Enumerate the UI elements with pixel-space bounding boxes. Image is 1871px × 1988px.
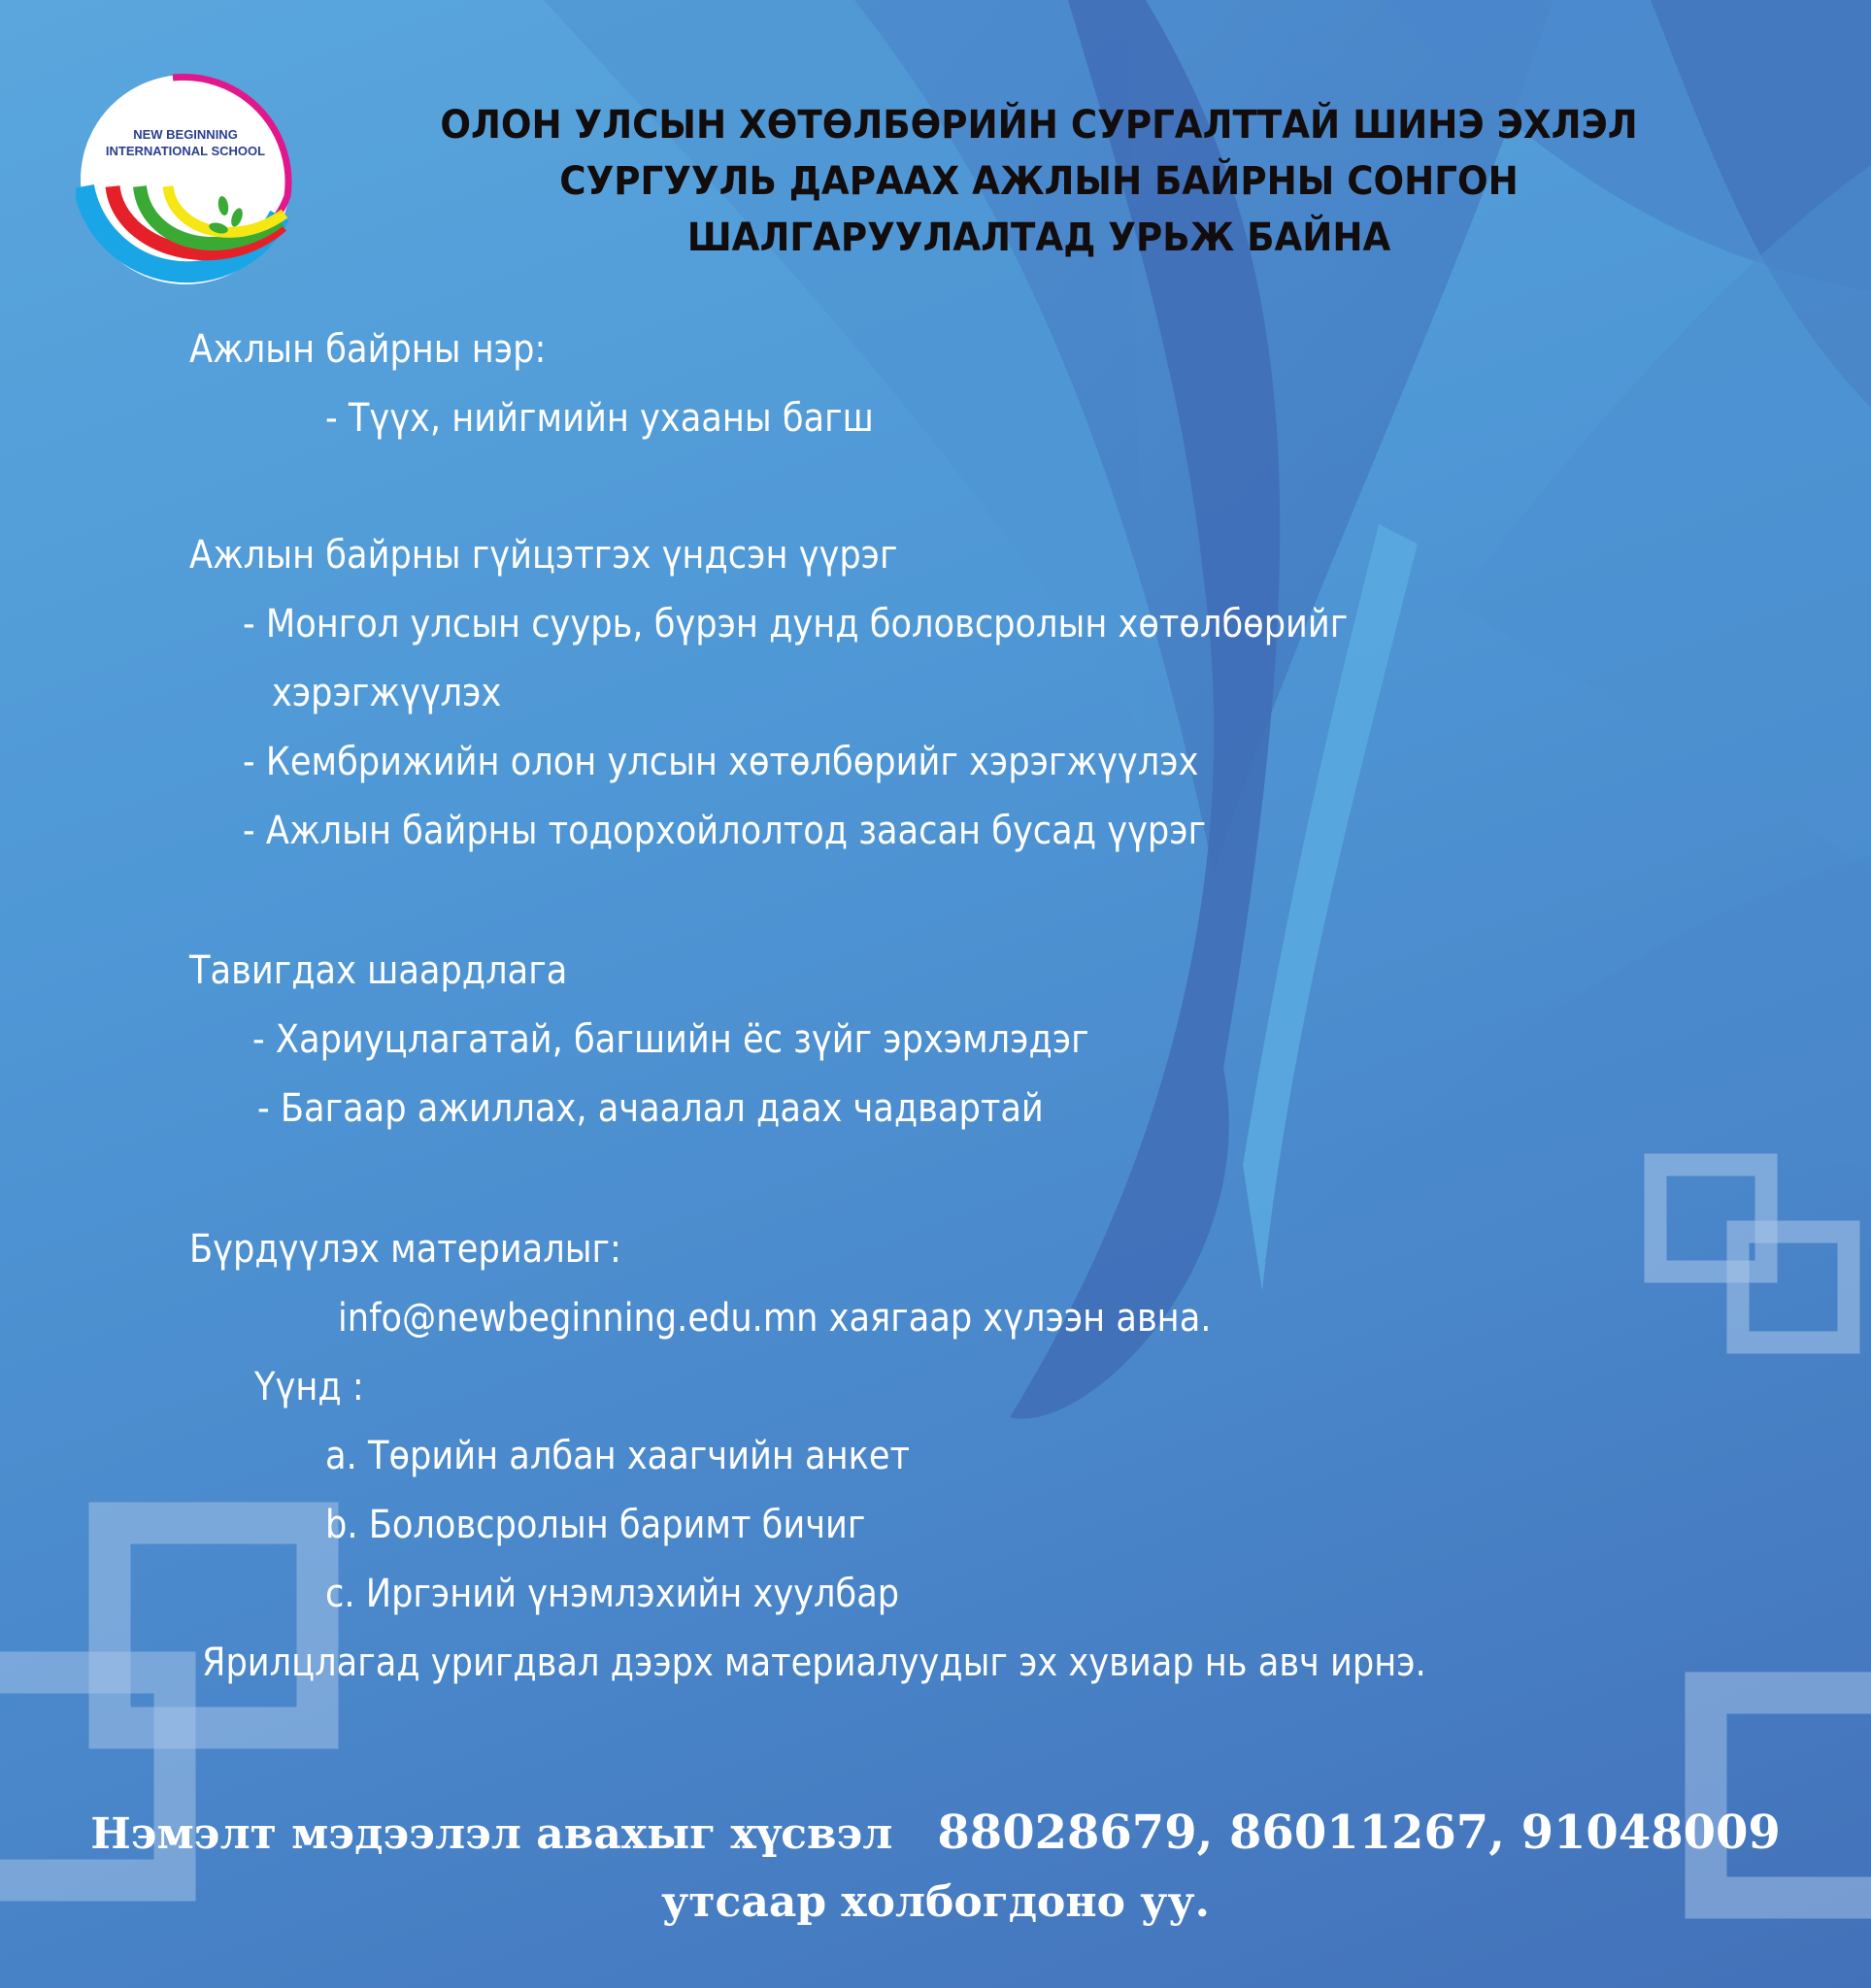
position-item: - Түүх, нийгмийн ухааны багш xyxy=(325,396,874,441)
materials-heading: Бүрдүүлэх материалыг: xyxy=(189,1227,621,1272)
requirement-item: - Багаар ажиллах, ачаалал даах чадвартай xyxy=(257,1086,1044,1131)
school-logo xyxy=(76,70,295,289)
duty-item: - Монгол улсын суурь, бүрэн дунд боловсролын хөтөлбөрийг xyxy=(243,602,1349,646)
logo-text xyxy=(76,126,295,159)
material-item: b. Боловсролын баримт бичиг xyxy=(325,1503,866,1547)
email-instruction: info@newbeginning.edu.mn хаягаар хүлээн авна. xyxy=(338,1296,1212,1341)
title-line-3: ШАЛГАРУУЛАЛТАД УРЬЖ БАЙНА xyxy=(686,215,1391,260)
logo-line-2: INTERNATIONAL SCHOOL xyxy=(105,144,266,158)
material-item: c. Иргэний үнэмлэхийн хуулбар xyxy=(325,1572,900,1616)
logo-line-1: NEW BEGINNING xyxy=(133,127,238,142)
materials-subheading: Үүнд : xyxy=(254,1365,364,1409)
material-item: a. Төрийн албан хаагчийн анкет xyxy=(325,1434,911,1478)
requirements-heading: Тавигдах шаардлага xyxy=(189,948,568,993)
duty-item: - Кембрижийн олон улсын хөтөлбөрийг хэрэгжүүлэх xyxy=(243,740,1199,784)
page-title xyxy=(434,97,1644,266)
contact-line-2: утсаар холбогдоно уу. xyxy=(661,1877,1210,1927)
logo-emblem-icon xyxy=(76,70,295,289)
duty-item: - Ажлын байрны тодорхойлолтод заасан бусад үүрэг xyxy=(243,809,1207,853)
requirement-item: - Хариуцлагатай, багшийн ёс зүйг эрхэмлэдэг xyxy=(252,1017,1089,1062)
duties-heading: Ажлын байрны гүйцэтгэх үндсэн үүрэг xyxy=(189,533,898,578)
position-heading: Ажлын байрны нэр: xyxy=(189,327,547,372)
contact-phones: 88028679, 86011267, 91048009 xyxy=(937,1806,1781,1860)
contact-text: Нэмэлт мэдээлэл авахыг хүсвэл xyxy=(90,1809,893,1859)
title-line-2: СУРГУУЛЬ ДАРААХ АЖЛЫН БАЙРНЫ СОНГОН xyxy=(559,159,1519,204)
interview-note: Ярилцлагад уригдвал дээрх материалуудыг эх хувиар нь авч ирнэ. xyxy=(202,1640,1426,1685)
contact-line xyxy=(0,1806,1871,1862)
title-line-1: ОЛОН УЛСЫН ХӨТӨЛБӨРИЙН СУРГАЛТТАЙ ШИНЭ ЭХЛЭЛ xyxy=(440,103,1638,148)
duty-item-continued: хэрэгжүүлэх xyxy=(272,671,502,715)
